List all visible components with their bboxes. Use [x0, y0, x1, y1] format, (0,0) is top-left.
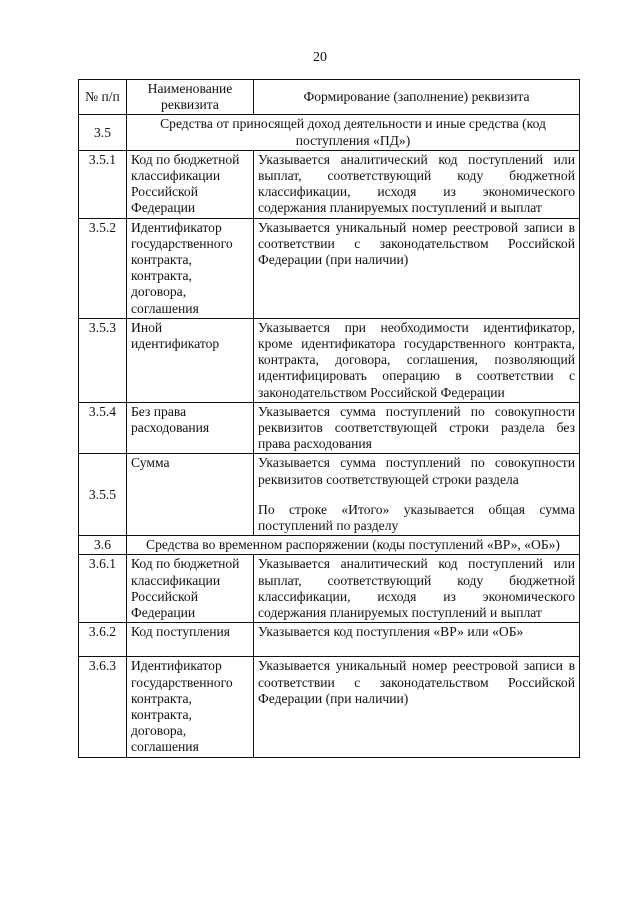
row-number: 3.5.1 [79, 150, 127, 218]
header-description: Формирование (заполнение) реквизита [254, 80, 580, 115]
description-paragraph: Указывается аналитический код поступлений или выплат, соответствующий коду бюджетной классификации, исходя из экономического содержания планируемых поступлений и выплат [258, 556, 575, 621]
row-number: 3.5.3 [79, 318, 127, 402]
section-row [79, 536, 580, 555]
requisites-table [78, 79, 580, 758]
row-number: 3.5.4 [79, 402, 127, 454]
row-number: 3.6.2 [79, 623, 127, 657]
description-paragraph: Указывается аналитический код поступлений или выплат, соответствующий коду бюджетной классификации, исходя из экономического содержания планируемых поступлений и выплат [258, 151, 575, 216]
table-row [79, 623, 580, 657]
page-number: 20 [313, 50, 327, 65]
description-paragraph: Указывается уникальный номер реестровой записи в соответствии с законодательством Российской Федерации (при наличии) [258, 219, 575, 268]
row-name: Идентификатор государственного контракта, контракта, договора, соглашения [127, 657, 254, 757]
row-number: 3.5 [79, 115, 127, 150]
table-row [79, 318, 580, 402]
row-number: 3.5.5 [79, 454, 127, 536]
description-paragraph: Указывается сумма поступлений по совокупности реквизитов соответствующей строки раздела без права расходования [258, 403, 575, 452]
row-number: 3.6 [79, 536, 127, 555]
header-name: Наименование реквизита [127, 80, 254, 115]
row-name: Идентификатор государственного контракта, контракта, договора, соглашения [127, 218, 254, 318]
description-paragraph: Указывается при необходимости идентификатор, кроме идентификатора государственного контракта, контракта, договора, соглашения, позволяющий идентифицировать операцию в соответствии с законодательством Российской Федерации [258, 319, 575, 400]
table-row [79, 402, 580, 454]
table-row [79, 657, 580, 757]
row-description [254, 318, 580, 402]
table-header-row [79, 80, 580, 115]
row-description [254, 454, 580, 536]
description-paragraph: Указывается сумма поступлений по совокупности реквизитов соответствующей строки раздела [258, 455, 575, 487]
table-row [79, 555, 580, 623]
table-row [79, 150, 580, 218]
row-name: Код по бюджетной классификации Российской Федерации [127, 555, 254, 623]
description-paragraph: По строке «Итого» указывается общая сумма поступлений по разделу [258, 501, 575, 534]
header-number: № п/п [79, 80, 127, 115]
row-description [254, 555, 580, 623]
section-title: Средства во временном распоряжении (коды поступлений «ВР», «ОБ») [127, 536, 580, 555]
row-name: Иной идентификатор [127, 318, 254, 402]
row-description [254, 623, 580, 657]
row-number: 3.6.1 [79, 555, 127, 623]
table-row [79, 218, 580, 318]
section-title: Средства от приносящей доход деятельности и иные средства (код поступления «ПД») [127, 115, 580, 150]
description-paragraph: Указывается код поступления «ВР» или «ОБ» [258, 624, 524, 640]
row-description [254, 150, 580, 218]
row-number: 3.5.2 [79, 218, 127, 318]
section-row [79, 115, 580, 150]
row-description [254, 402, 580, 454]
row-description [254, 218, 580, 318]
row-name: Без права расходования [127, 402, 254, 454]
description-paragraph: Указывается уникальный номер реестровой записи в соответствии с законодательством Российской Федерации (при наличии) [258, 658, 575, 706]
row-name: Код по бюджетной классификации Российской Федерации [127, 150, 254, 218]
row-name: Код поступления [127, 623, 254, 657]
table-row [79, 454, 580, 536]
row-name: Сумма [127, 454, 254, 536]
row-description [254, 657, 580, 757]
row-number: 3.6.3 [79, 657, 127, 757]
